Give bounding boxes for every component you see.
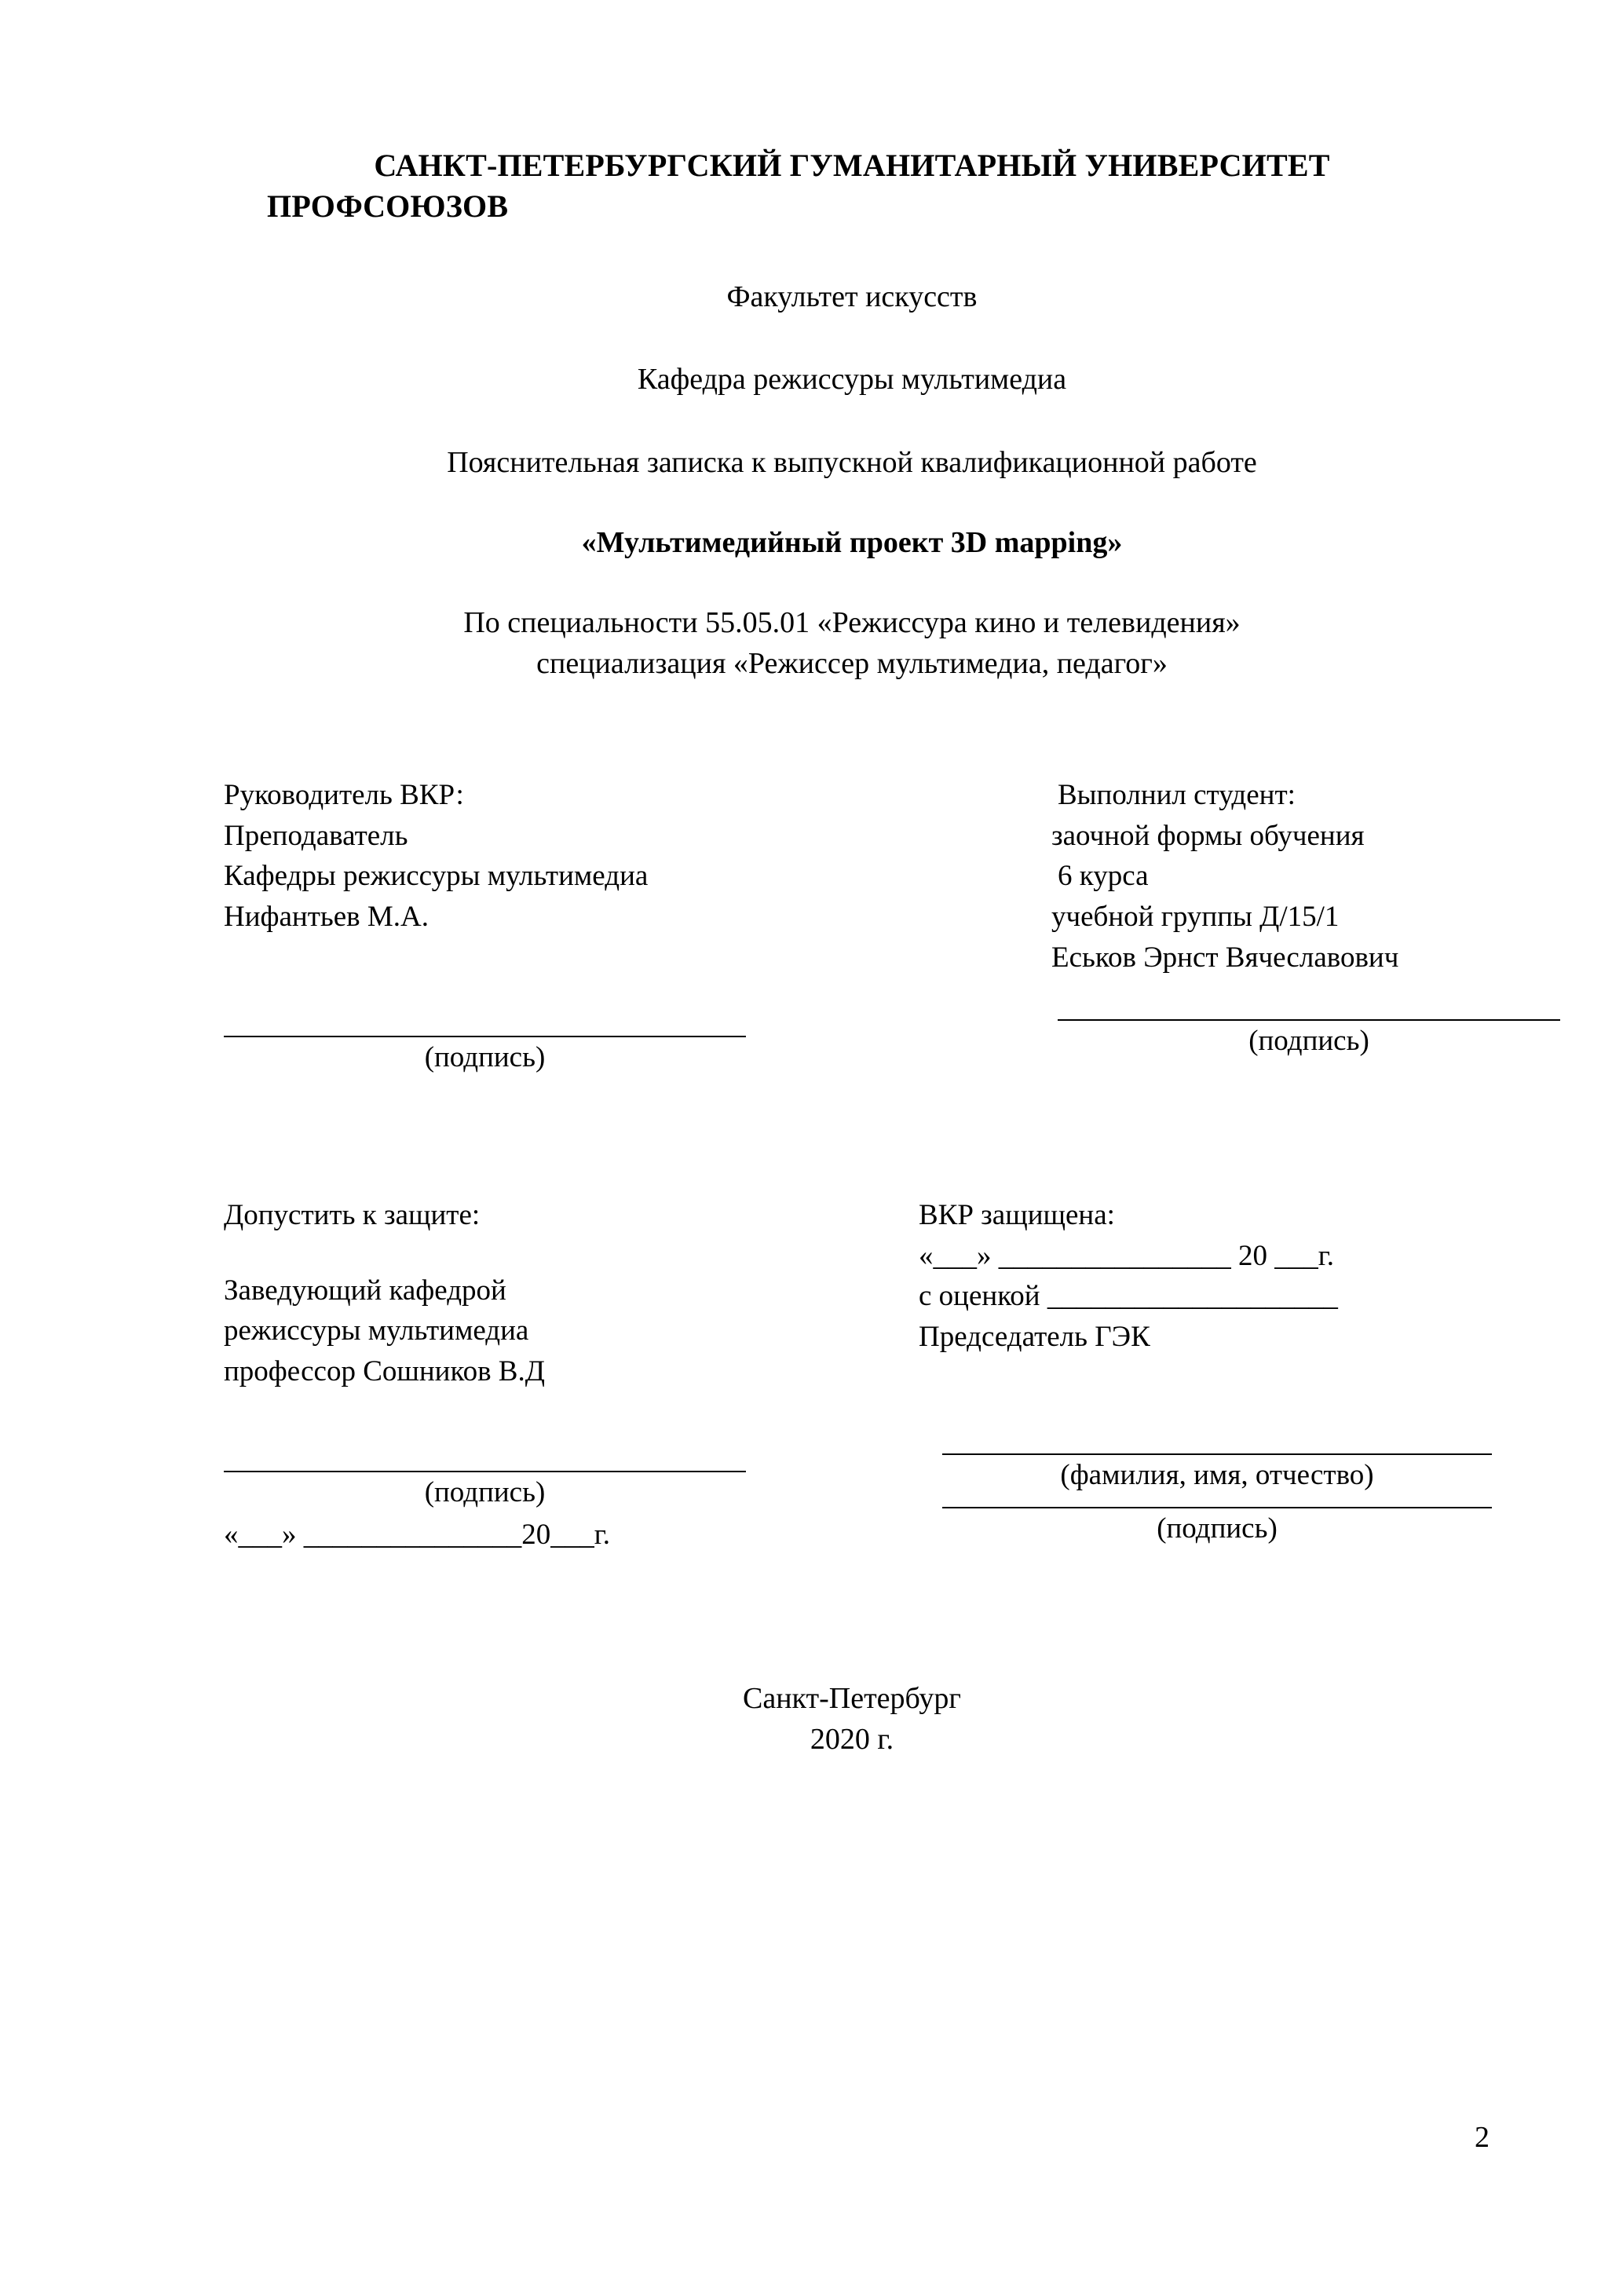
student-group: учебной группы Д/15/1 (1051, 901, 1340, 934)
defence-mark-line: с оценкой ____________________ (919, 1280, 1338, 1313)
admission-heading: Допустить к защите: (224, 1198, 481, 1231)
supervisor-department: Кафедры режиссуры мультимедиа (224, 860, 649, 893)
city-line: Санкт-Петербург (742, 1681, 962, 1715)
supervisor-position: Преподаватель (224, 819, 408, 852)
university-title-line2: ПРОФСОЮЗОВ (267, 188, 509, 224)
defence-date-line: «___» ________________ 20 ___г. (919, 1239, 1335, 1272)
student-course: 6 курса (1058, 860, 1149, 893)
faculty-line: Факультет искусств (726, 280, 978, 313)
admission-line1: Заведующий кафедрой (224, 1274, 506, 1307)
admission-block (224, 1195, 844, 1556)
admission-line3: профессор Сошников В.Д (224, 1355, 545, 1388)
defence-chairman: Председатель ГЭК (919, 1321, 1150, 1354)
defence-fio-caption: (фамилия, имя, отчество) (1060, 1458, 1374, 1491)
defence-signature-caption: (подпись) (1157, 1512, 1278, 1545)
defence-block (919, 1195, 1515, 1549)
defence-heading: ВКР защищена: (919, 1198, 1115, 1231)
speciality-line1: По специальности 55.05.01 «Режиссура кино и телевидения» (463, 605, 1241, 639)
admission-line2: режиссуры мультимедиа (224, 1314, 529, 1347)
work-title: «Мультимедийный проект 3D mapping» (581, 525, 1123, 559)
university-title (224, 145, 1480, 227)
supervisor-role: Руководитель ВКР: (224, 778, 464, 811)
student-form: заочной формы обучения (1051, 819, 1365, 852)
signature-block-top (224, 775, 1480, 1105)
admission-signature-caption: (подпись) (424, 1475, 546, 1508)
student-block (1040, 775, 1590, 1062)
supervisor-signature-caption: (подпись) (424, 1040, 546, 1073)
university-title-line1: САНКТ-ПЕТЕРБУРГСКИЙ ГУМАНИТАРНЫЙ УНИВЕРСИТЕТ (374, 148, 1330, 183)
student-name: Еськов Эрнст Вячеславович (1051, 941, 1399, 974)
supervisor-block (224, 775, 844, 1078)
student-signature-caption: (подпись) (1248, 1024, 1369, 1057)
supervisor-name: Нифантьев М.А. (224, 901, 430, 934)
speciality-line2: специализация «Режиссер мультимедиа, педагог» (536, 647, 1168, 681)
department-line: Кафедра режиссуры мультимедиа (637, 363, 1067, 397)
student-role: Выполнил студент: (1058, 778, 1296, 811)
document-body (224, 145, 1480, 1760)
year-line: 2020 г. (810, 1723, 894, 1757)
page-number: 2 (1475, 2121, 1490, 2154)
admission-date-line: «___» _______________20___г. (224, 1518, 611, 1551)
doc-type-line: Пояснительная записка к выпускной квалификационной работе (447, 445, 1257, 479)
signature-block-bottom (224, 1195, 1480, 1635)
